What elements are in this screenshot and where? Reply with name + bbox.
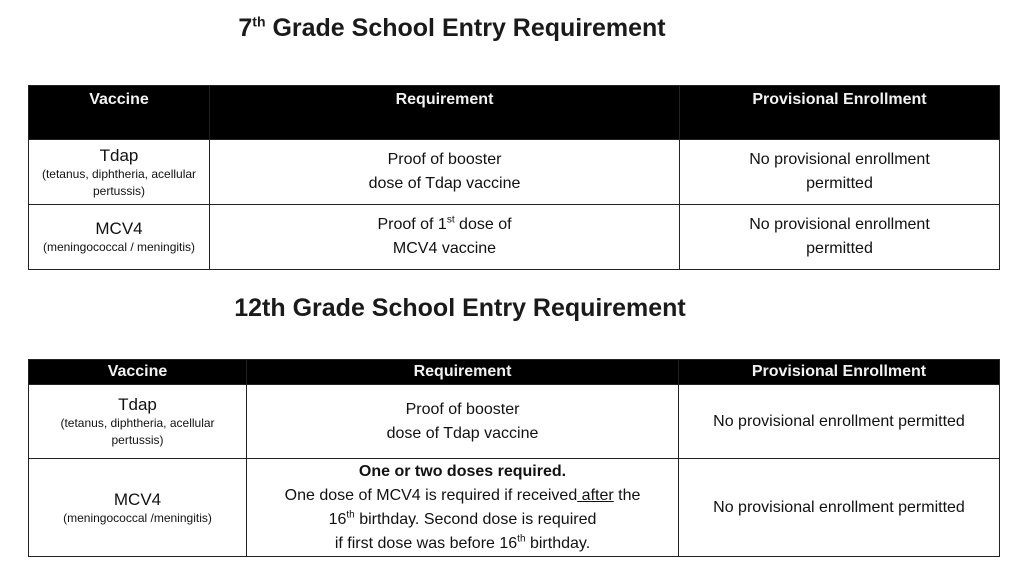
table-row — [29, 459, 1000, 557]
table-row — [29, 385, 1000, 459]
vaccine-cell — [29, 140, 210, 205]
requirement-cell: Proof of booster dose of Tdap vaccine — [210, 140, 680, 205]
vaccine-cell — [29, 205, 210, 270]
table-row — [29, 140, 1000, 205]
header-provisional-enrollment: Provisional Enrollment — [679, 360, 1000, 385]
requirement-cell: Proof of booster dose of Tdap vaccine — [247, 385, 679, 459]
vaccine-name: Tdap — [99, 145, 139, 165]
table-header-row — [29, 360, 1000, 385]
provisional-cell: No provisional enrollment permitted — [679, 385, 1000, 459]
grade12-title: 12th Grade School Entry Requirement — [234, 294, 686, 322]
table-row — [29, 205, 1000, 270]
header-requirement: Requirement — [210, 86, 680, 140]
vaccine-description: (meningococcal / meningitis) — [42, 240, 196, 254]
vaccine-description: (tetanus, diphtheria, acellular pertussis) — [41, 166, 197, 198]
grade7-requirements-table — [28, 85, 1000, 270]
header-vaccine: Vaccine — [29, 86, 210, 140]
header-requirement: Requirement — [247, 360, 679, 385]
provisional-cell: No provisional enrollment permitted — [680, 205, 1000, 270]
requirement-cell: One or two doses required. One dose of MCV4 is required if received after the 16th birthday. Second dose is required if first dose was before 16th birthday. — [247, 459, 679, 557]
grade12-requirements-table — [28, 359, 1000, 557]
provisional-cell: No provisional enrollment permitted — [680, 140, 1000, 205]
vaccine-description: (tetanus, diphtheria, acellular pertussis) — [60, 416, 215, 447]
requirement-cell: Proof of 1st dose of MCV4 vaccine — [210, 205, 680, 270]
header-provisional-enrollment: Provisional Enrollment — [680, 86, 1000, 140]
vaccine-name: MCV4 — [95, 219, 143, 238]
vaccine-name: Tdap — [118, 395, 157, 414]
vaccine-cell — [29, 385, 247, 459]
table-header-row — [29, 86, 1000, 140]
provisional-cell: No provisional enrollment permitted — [679, 459, 1000, 557]
vaccine-name: MCV4 — [113, 489, 162, 509]
vaccine-cell — [29, 459, 247, 557]
grade7-title: 7th Grade School Entry Requirement — [238, 13, 666, 42]
vaccine-description: (meningococcal /meningitis) — [63, 510, 212, 525]
header-vaccine: Vaccine — [29, 360, 247, 385]
